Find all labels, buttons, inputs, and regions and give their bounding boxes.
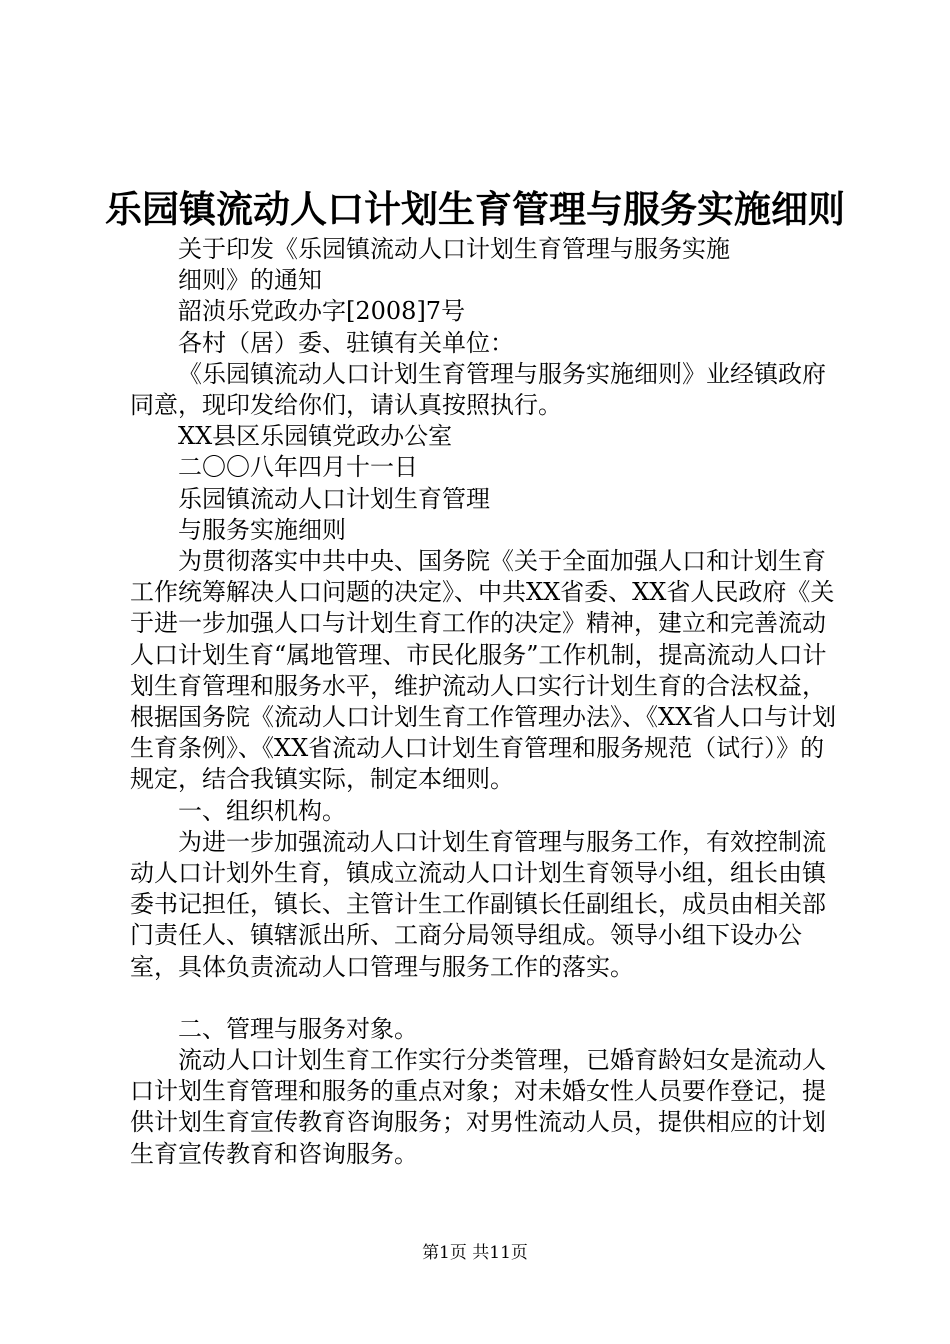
- sub-title-line-1: 乐园镇流动人口计划生育管理: [178, 484, 490, 513]
- sub-title-line-2: 与服务实施细则: [178, 515, 346, 544]
- section-1-heading: 一、组织机构。: [178, 796, 346, 825]
- document-number: 韶浈乐党政办字[2008]7号: [178, 297, 466, 326]
- section-1-paragraph: 为进一步加强流动人口计划生育管理与服务工作，有效控制流动人口计划外生育，镇成立流动人口计划生育领导小组，组长由镇委书记担任，镇长、主管计生工作副镇长任副组长，成员由相关部门责任人、镇辖派出所、工商分局领导组成。领导小组下设办公室，具体负责流动人口管理与服务工作的落实。: [130, 827, 826, 981]
- document-body: [130, 234, 840, 1170]
- paragraph-gap: [130, 983, 840, 1014]
- intro-paragraph: 《乐园镇流动人口计划生育管理与服务实施细则》业经镇政府同意，现印发给你们，请认真按照执行。: [130, 359, 826, 420]
- notice-title-line-2: 细则》的通知: [178, 266, 322, 295]
- notice-title-line-1: 关于印发《乐园镇流动人口计划生育管理与服务实施: [178, 235, 730, 263]
- document-title: 乐园镇流动人口计划生育管理与服务实施细则: [105, 187, 845, 231]
- addressee: 各村（居）委、驻镇有关单位：: [178, 328, 514, 357]
- issue-date: 二〇〇八年四月十一日: [178, 453, 418, 482]
- section-2-paragraph: 流动人口计划生育工作实行分类管理，已婚育龄妇女是流动人口计划生育管理和服务的重点对象；对未婚女性人员要作登记，提供计划生育宣传教育咨询服务；对男性流动人员，提供相应的计划生育宣传教育和咨询服务。: [130, 1046, 826, 1168]
- section-2-heading: 二、管理与服务对象。: [178, 1014, 418, 1043]
- preamble-paragraph: 为贯彻落实中共中央、国务院《关于全面加强人口和计划生育工作统筹解决人口问题的决定》、中共XX省委、XX省人民政府《关于进一步加强人口与计划生育工作的决定》精神，建立和完善流动人口计划生育“属地管理、市民化服务”工作机制，提高流动人口计划生育管理和服务水平，维护流动人口实行计划生育的合法权益，根据国务院《流动人口计划生育工作管理办法》、《XX省人口与计划生育条例》、《XX省流动人口计划生育管理和服务规范（试行）》的规定，结合我镇实际，制定本细则。: [130, 547, 837, 794]
- page-footer: 第1页 共11页: [422, 1243, 528, 1263]
- issuer: XX县区乐园镇党政办公室: [178, 422, 453, 451]
